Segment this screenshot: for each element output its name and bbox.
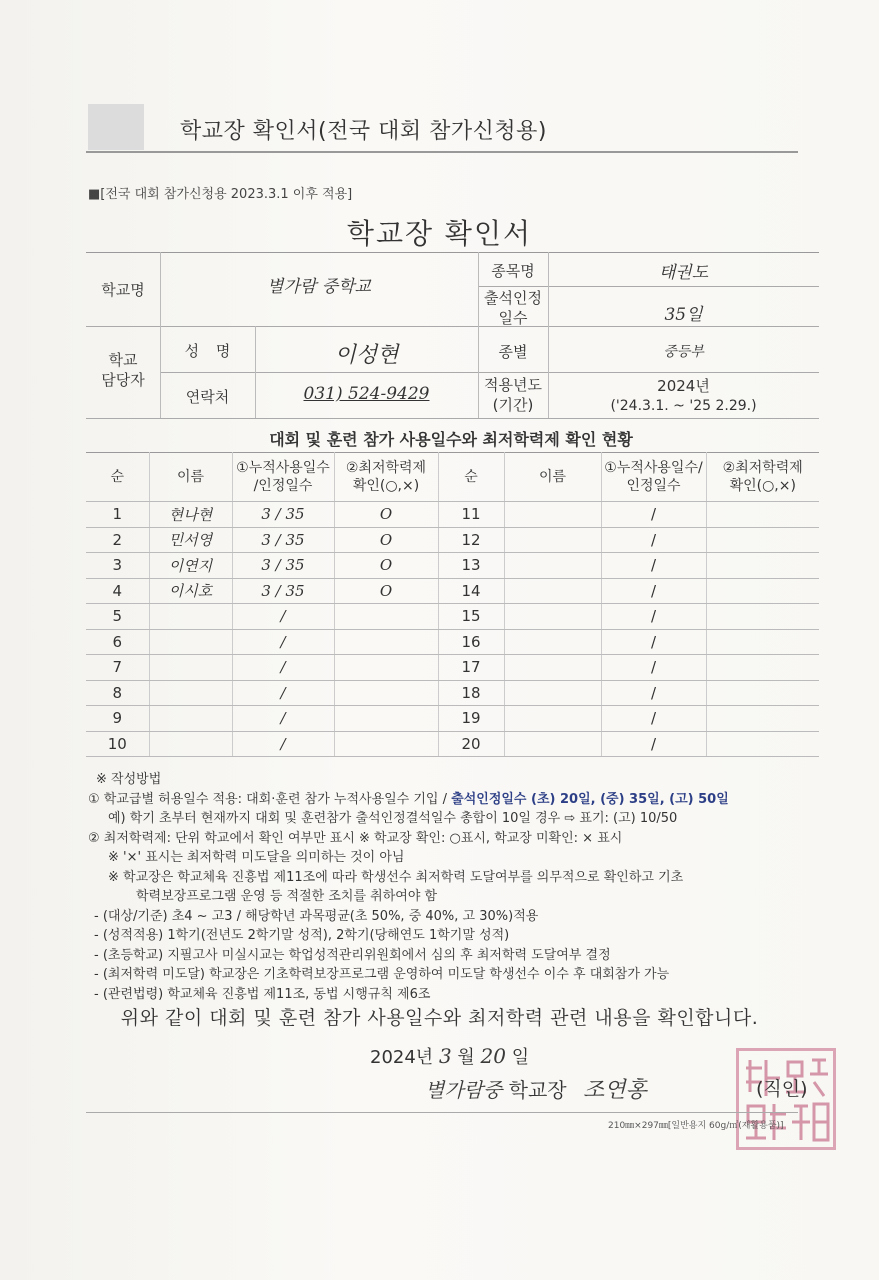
signature-line <box>425 1073 647 1104</box>
days-used: / <box>232 604 334 630</box>
academic-check <box>334 680 438 706</box>
academic-check-right <box>706 706 819 732</box>
days-used-right: / <box>601 604 706 630</box>
academic-check-right <box>706 502 819 528</box>
academic-check-right <box>706 604 819 630</box>
info-line <box>86 418 819 419</box>
section-title: 대회 및 훈련 참가 사용일수와 최저학력제 확인 현황 <box>269 430 633 449</box>
note-4: ※ 학교장은 학교체육 진흥법 제11조에 따라 학생선수 최저학력 도달여부를 의무적으로 확인하고 기초 <box>108 869 684 885</box>
table-row <box>86 706 819 732</box>
header-academic-line2: 확인(○,×) <box>352 477 420 494</box>
header-days <box>232 452 334 502</box>
attendance-label-line2: 일수 <box>498 309 528 327</box>
row-number: 6 <box>86 629 149 655</box>
days-used: 3 / 35 <box>232 553 334 579</box>
table-header-row <box>86 452 819 502</box>
table-row <box>86 502 819 528</box>
student-name: 이연지 <box>149 553 232 579</box>
header-name: 이름 <box>149 452 232 502</box>
student-name-right <box>504 604 601 630</box>
row-number-right: 14 <box>438 578 504 604</box>
note-1-text: ① 학교급별 허용일수 적용: 대회·훈련 참가 누적사용일수 기입 / <box>88 791 452 807</box>
academic-check-right <box>706 731 819 757</box>
academic-check: O <box>334 527 438 553</box>
days-used: / <box>232 706 334 732</box>
row-number-right: 13 <box>438 553 504 579</box>
student-name: 현나현 <box>149 502 232 528</box>
row-number-right: 18 <box>438 680 504 706</box>
student-name-right <box>504 502 601 528</box>
note-9: - (관련법령) 학교체육 진흥법 제11조, 동법 시행규칙 제6조 <box>94 986 431 1002</box>
paper-spec-footnote: 210㎜×297㎜[일반용지 60g/㎡(재활용품)] <box>608 1121 784 1131</box>
student-name: 민서영 <box>149 527 232 553</box>
row-number: 2 <box>86 527 149 553</box>
table-row <box>86 578 819 604</box>
days-used-right: / <box>601 629 706 655</box>
name-label: 성 명 <box>184 342 231 360</box>
row-number-right: 19 <box>438 706 504 732</box>
academic-check-right <box>706 553 819 579</box>
academic-check: O <box>334 553 438 579</box>
academic-check <box>334 629 438 655</box>
category-value: 중등부 <box>663 344 704 360</box>
header-no-right: 순 <box>438 452 504 502</box>
row-number: 4 <box>86 578 149 604</box>
academic-check: O <box>334 502 438 528</box>
academic-check <box>334 604 438 630</box>
table-row <box>86 527 819 553</box>
days-used-right: / <box>601 578 706 604</box>
academic-check <box>334 706 438 732</box>
student-name-right <box>504 527 601 553</box>
row-number-right: 20 <box>438 731 504 757</box>
note-1-highlight: 출석인정일수 (초) 20일, (중) 35일, (고) 50일 <box>451 791 729 807</box>
row-number-right: 12 <box>438 527 504 553</box>
days-used-right: / <box>601 502 706 528</box>
header-academic-right <box>706 452 819 502</box>
roster-table <box>86 452 819 757</box>
table-row <box>86 731 819 757</box>
date-day-unit: 일 <box>511 1047 530 1068</box>
row-number: 9 <box>86 706 149 732</box>
header-academic-line1: ②최저학력제 <box>345 459 427 476</box>
student-name <box>149 680 232 706</box>
academic-check <box>334 655 438 681</box>
student-name <box>149 629 232 655</box>
year-value-block <box>548 376 819 416</box>
header-days-line1: ①누적사용일수 <box>236 459 330 476</box>
days-used: 3 / 35 <box>232 527 334 553</box>
form-subheading: ■[전국 대회 참가신청용 2023.3.1 이후 적용] <box>88 187 353 202</box>
row-number: 8 <box>86 680 149 706</box>
days-used-right: / <box>601 706 706 732</box>
student-name <box>149 604 232 630</box>
signature-title: 학교장 <box>508 1078 567 1102</box>
row-number: 7 <box>86 655 149 681</box>
days-used: 3 / 35 <box>232 578 334 604</box>
bottom-divider <box>86 1112 798 1113</box>
note-1 <box>88 790 828 810</box>
attendance-label-line1: 출석인정 <box>484 289 542 307</box>
row-number-right: 17 <box>438 655 504 681</box>
date-day: 20 <box>480 1044 506 1068</box>
days-used-right: / <box>601 527 706 553</box>
days-used: / <box>232 731 334 757</box>
manager-label-line2: 담당자 <box>101 371 145 389</box>
year-label <box>478 375 548 415</box>
year-value: 2024년 <box>657 377 710 395</box>
manager-label-line1: 학교 <box>108 351 138 369</box>
year-label-line2: (기간) <box>492 396 534 414</box>
note-7: - (초등학교) 지필고사 미실시교는 학업성적관리위원회에서 심의 후 최저학력 도달여부 결정 <box>94 947 611 963</box>
header-academic <box>334 452 438 502</box>
days-used: 3 / 35 <box>232 502 334 528</box>
attendance-label <box>478 288 548 328</box>
row-number: 10 <box>86 731 149 757</box>
header-no: 순 <box>86 452 149 502</box>
table-row <box>86 680 819 706</box>
note-5: - (대상/기준) 초4 ~ 고3 / 해당학년 과목평균(초 50%, 중 40%, 고 30%)적용 <box>94 908 539 924</box>
student-name <box>149 706 232 732</box>
sport-value: 태권도 <box>658 263 709 283</box>
student-name: 이시호 <box>149 578 232 604</box>
header-gray-box <box>88 104 144 150</box>
table-row <box>86 553 819 579</box>
roster-body <box>86 502 819 757</box>
seal-label: (직인) <box>756 1078 808 1100</box>
academic-check-right <box>706 680 819 706</box>
row-number-right: 11 <box>438 502 504 528</box>
student-name-right <box>504 731 601 757</box>
date-month-unit: 월 <box>457 1047 475 1068</box>
days-used: / <box>232 655 334 681</box>
period-value: ('24.3.1. ~ '25 2.29.) <box>610 398 757 414</box>
header-academic-right-line1: ②최저학력제 <box>722 459 803 476</box>
header-days-line2: /인정일수 <box>253 477 313 494</box>
student-name-right <box>504 655 601 681</box>
days-used: / <box>232 629 334 655</box>
contact-value: 031) 524-9429 <box>303 384 430 404</box>
days-used-right: / <box>601 553 706 579</box>
info-top-border <box>86 252 819 253</box>
academic-check-right <box>706 629 819 655</box>
academic-check <box>334 731 438 757</box>
student-name-right <box>504 706 601 732</box>
table-row <box>86 604 819 630</box>
days-used-right: / <box>601 680 706 706</box>
header-academic-right-line2: 확인(○,×) <box>729 477 796 494</box>
student-name-right <box>504 629 601 655</box>
student-name <box>149 731 232 757</box>
note-6: - (성적적용) 1학기(전년도 2학기말 성적), 2학기(당해연도 1학기말 성적) <box>94 928 510 943</box>
note-3: ※ '×' 표시는 최저학력 미도달을 의미하는 것이 아님 <box>108 850 405 865</box>
academic-check-right <box>706 527 819 553</box>
note-1-example: 예) 학기 초부터 현재까지 대회 및 훈련참가 출석인정결석일수 총합이 10일 경우 ⇨ 표기: (고) 10/50 <box>108 811 678 826</box>
category-label: 종별 <box>498 343 528 361</box>
row-number-right: 16 <box>438 629 504 655</box>
days-used-right: / <box>601 655 706 681</box>
document-header-title: 학교장 확인서(전국 대회 참가신청용) <box>180 119 547 144</box>
notes-heading: ※ 작성방법 <box>96 772 162 787</box>
info-line <box>160 372 819 373</box>
manager-name-value: 이성현 <box>334 343 399 368</box>
table-row <box>86 629 819 655</box>
manager-label <box>86 350 160 390</box>
days-used: / <box>232 680 334 706</box>
confirmation-statement: 위와 같이 대회 및 훈련 참가 사용일수와 최저학력 관련 내용을 확인합니다. <box>120 1007 759 1029</box>
contact-label: 연락처 <box>185 388 230 406</box>
table-row <box>86 655 819 681</box>
student-name-right <box>504 553 601 579</box>
academic-check: O <box>334 578 438 604</box>
row-number: 5 <box>86 604 149 630</box>
year-label-line1: 적용년도 <box>484 376 542 394</box>
school-name-value: 별가람 중학교 <box>267 277 371 297</box>
writing-instructions <box>88 770 828 1004</box>
header-name-right: 이름 <box>504 452 601 502</box>
sport-label: 종목명 <box>491 262 535 280</box>
academic-check-right <box>706 578 819 604</box>
date-month: 3 <box>438 1044 452 1068</box>
date-line <box>370 1043 529 1069</box>
row-number: 3 <box>86 553 149 579</box>
row-number-right: 15 <box>438 604 504 630</box>
school-name-label: 학교명 <box>101 281 145 299</box>
signature-school: 별가람중 <box>425 1078 503 1102</box>
note-2: ② 최저학력제: 단위 학교에서 확인 여부만 표시 ※ 학교장 확인: ○표시, 학교장 미확인: × 표시 <box>88 830 623 846</box>
note-8: - (최저학력 미도달) 학교장은 기초학력보장프로그램 운영하여 미도달 학생선수 이수 후 대회참가 가능 <box>94 967 670 982</box>
info-line <box>478 286 819 287</box>
academic-check-right <box>706 655 819 681</box>
info-line <box>86 326 819 327</box>
main-title: 학교장 확인서 <box>346 217 533 250</box>
row-number: 1 <box>86 502 149 528</box>
student-name <box>149 655 232 681</box>
header-divider <box>86 151 798 153</box>
student-name-right <box>504 680 601 706</box>
attendance-value: 35일 <box>664 305 703 325</box>
header-days-right-line1: ①누적사용일수/ <box>604 459 703 476</box>
signature-name: 조연홍 <box>582 1078 647 1103</box>
header-days-right <box>601 452 706 502</box>
note-4-cont: 학력보장프로그램 운영 등 적절한 조치를 취하여야 함 <box>136 889 438 904</box>
student-name-right <box>504 578 601 604</box>
header-days-right-line2: 인정일수 <box>626 477 681 494</box>
date-year: 2024년 <box>370 1047 434 1068</box>
days-used-right: / <box>601 731 706 757</box>
